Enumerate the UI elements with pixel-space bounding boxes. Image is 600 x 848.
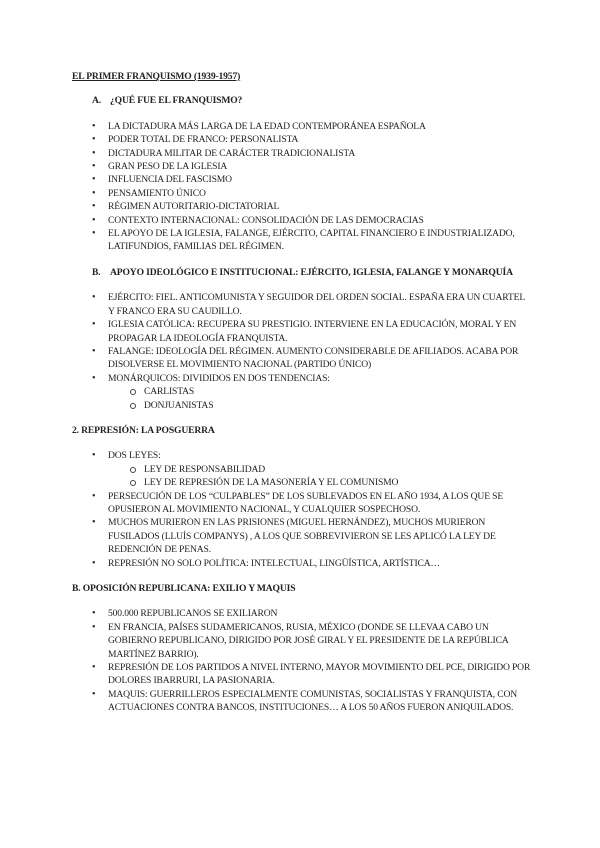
list-item: • GRAN PESO DE LA IGLESIA — [90, 160, 532, 173]
list-item: • REPRESIÓN DE LOS PARTIDOS A NIVEL INTERNO, MAYOR MOVIMIENTO DEL PCE, DIRIGIDO POR DOLORES IBARRURI, LA PASIONARIA. — [90, 661, 532, 688]
section-b-heading — [92, 266, 532, 279]
list-item-text: MONÁRQUICOS: DIVIDIDOS EN DOS TENDENCIAS: — [108, 372, 330, 384]
section-b-list — [90, 291, 532, 412]
list-item: • PERSECUCIÓN DE LOS “CULPABLES” DE LOS SUBLEVADOS EN EL AÑO 1934, A LOS QUE SE OPUSIERON AL MOVIMIENTO NACIONAL, Y CUALQUIER SOSPECHOSO. — [90, 490, 532, 517]
list-item: • PENSAMIENTO ÚNICO — [90, 187, 532, 200]
sublist — [128, 385, 532, 412]
sublist-item: LEY DE REPRESIÓN DE LA MASONERÍA Y EL COMUNISMO — [128, 476, 532, 489]
section-a-heading — [92, 94, 532, 107]
list-item: • INFLUENCIA DEL FASCISMO — [90, 173, 532, 186]
list-item — [90, 449, 532, 489]
list-item: • CONTEXTO INTERNACIONAL: CONSOLIDACIÓN DE LAS DEMOCRACIAS — [90, 214, 532, 227]
list-item: • FALANGE: IDEOLOGÍA DEL RÉGIMEN. AUMENTO CONSIDERABLE DE AFILIADOS. ACABA POR DISOLVERSE EL MOVIMIENTO NACIONAL (PARTIDO ÚNICO) — [90, 345, 532, 372]
list-item: • EL APOYO DE LA IGLESIA, FALANGE, EJÉRCITO, CAPITAL FINANCIERO E INDUSTRIALIZADO, LATIFUNDIOS, FAMILIAS DEL RÉGIMEN. — [90, 227, 532, 254]
list-item: • MUCHOS MURIERON EN LAS PRISIONES (MIGUEL HERNÁNDEZ), MUCHOS MURIERON FUSILADOS (LLUÍS COMPANYS) , A LOS QUE SOBREVIVIERON SE LES APLICÓ LA LEY DE REDENCIÓN DE PENAS. — [90, 516, 532, 556]
section-b-title: APOYO IDEOLÓGICO E INSTITUCIONAL: EJÉRCITO, IGLESIA, FALANGE Y MONARQUÍA — [110, 266, 513, 278]
section-2-title: 2. REPRESIÓN: LA POSGUERRA — [72, 424, 215, 436]
sublist — [128, 463, 532, 490]
list-item — [90, 372, 532, 412]
section-3-list — [90, 607, 532, 714]
list-item: • RÉGIMEN AUTORITARIO-DICTATORIAL — [90, 200, 532, 213]
list-item: • EJÉRCITO: FIEL. ANTICOMUNISTA Y SEGUIDOR DEL ORDEN SOCIAL. ESPAÑA ERA UN CUARTEL Y FRANCO ERA SU CAUDILLO. — [90, 291, 532, 318]
document-title: EL PRIMER FRANQUISMO (1939-1957) — [72, 71, 241, 82]
list-item: • IGLESIA CATÓLICA: RECUPERA SU PRESTIGIO. INTERVIENE EN LA EDUCACIÓN, MORAL Y EN PROPAGAR LA IDEOLOGÍA FRANQUISTA. — [90, 318, 532, 345]
section-b-label: B. — [92, 266, 101, 278]
list-item: • 500.000 REPUBLICANOS SE EXILIARON — [90, 607, 532, 620]
document-page — [72, 70, 532, 727]
section-3-title: B. OPOSICIÓN REPUBLICANA: EXILIO Y MAQUIS — [72, 583, 296, 594]
section-2-list — [90, 449, 532, 570]
list-item: • PODER TOTAL DE FRANCO: PERSONALISTA — [90, 133, 532, 146]
list-item: • LA DICTADURA MÁS LARGA DE LA EDAD CONTEMPORÁNEA ESPAÑOLA — [90, 120, 532, 133]
section-a-list — [90, 120, 532, 254]
list-item-text: DOS LEYES: — [108, 450, 161, 462]
sublist-item: CARLISTAS — [128, 385, 532, 398]
list-item: • DICTADURA MILITAR DE CARÁCTER TRADICIONALISTA — [90, 147, 532, 160]
list-item: • EN FRANCIA, PAÍSES SUDAMERICANOS, RUSIA, MÉXICO (DONDE SE LLEVAA CABO UN GOBIERNO REPUBLICANO, DIRIGIDO POR JOSÉ GIRAL Y EL PRESIDENTE DE LA REPÚBLICA MARTÍNEZ BARRIO). — [90, 621, 532, 661]
list-item: • MAQUIS: GUERRILLEROS ESPECIALMENTE COMUNISTAS, SOCIALISTAS Y FRANQUISTA, CON ACTUACIONES CONTRA BANCOS, INSTITUCIONES… A LOS 50 AÑOS FUERON ANIQUILADOS. — [90, 688, 532, 715]
sublist-item: LEY DE RESPONSABILIDAD — [128, 463, 532, 476]
list-item: • REPRESIÓN NO SOLO POLÍTICA: INTELECTUAL, LINGÜÍSTICA, ARTÍSTICA… — [90, 557, 532, 570]
section-a-label: A. — [92, 95, 102, 107]
sublist-item: DONJUANISTAS — [128, 399, 532, 412]
section-a-title: ¿QUÉ FUE EL FRANQUISMO? — [110, 95, 243, 107]
